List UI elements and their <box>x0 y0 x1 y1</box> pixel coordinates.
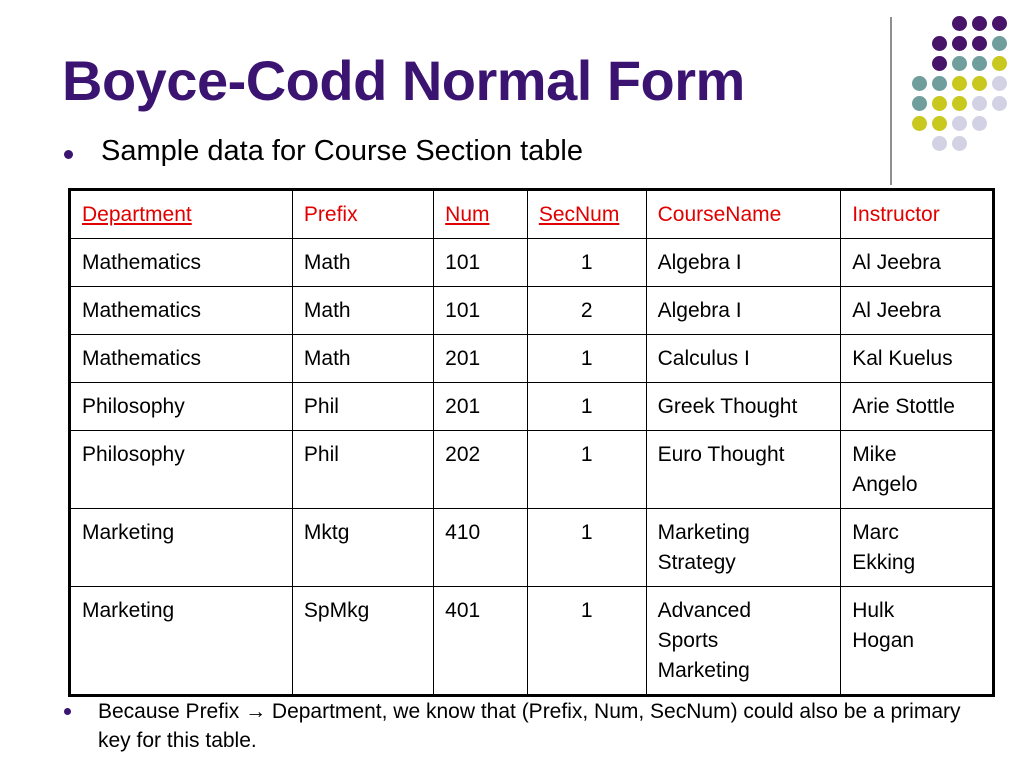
decorative-dot-icon <box>972 76 987 91</box>
decorative-dot-icon <box>972 16 987 31</box>
decorative-dot-icon <box>992 76 1007 91</box>
decorative-dot-icon <box>992 56 1007 71</box>
cell-coursename: Euro Thought <box>646 431 841 509</box>
header-instructor: Instructor <box>841 190 994 239</box>
cell-prefix: Math <box>292 335 433 383</box>
cell-instructor: Hulk Hogan <box>841 587 994 696</box>
decorative-dot-icon <box>952 76 967 91</box>
cell-instructor: Al Jeebra <box>841 239 994 287</box>
cell-coursename: Algebra I <box>646 287 841 335</box>
decorative-dot-icon <box>912 76 927 91</box>
table-row <box>70 431 994 509</box>
bullet-dot-icon <box>64 708 71 715</box>
header-coursename: CourseName <box>646 190 841 239</box>
decorative-dot-icon <box>912 96 927 111</box>
bullet-item <box>64 135 583 168</box>
cell-secnum: 1 <box>527 383 646 431</box>
cell-instructor: Marc Ekking <box>841 509 994 587</box>
decorative-dot-icon <box>952 56 967 71</box>
cell-instructor: Kal Kuelus <box>841 335 994 383</box>
decorative-dot-icon <box>972 56 987 71</box>
cell-coursename: Algebra I <box>646 239 841 287</box>
decorative-dot-icon <box>952 36 967 51</box>
decorative-dot-icon <box>952 116 967 131</box>
cell-secnum: 1 <box>527 587 646 696</box>
cell-prefix: Math <box>292 239 433 287</box>
cell-department: Mathematics <box>70 287 293 335</box>
decorative-dot-icon <box>992 16 1007 31</box>
cell-department: Philosophy <box>70 431 293 509</box>
cell-department: Marketing <box>70 587 293 696</box>
cell-prefix: Math <box>292 287 433 335</box>
cell-secnum: 2 <box>527 287 646 335</box>
cell-secnum: 1 <box>527 509 646 587</box>
table-row <box>70 509 994 587</box>
table-row <box>70 335 994 383</box>
table-row <box>70 587 994 696</box>
cell-coursename: Marketing Strategy <box>646 509 841 587</box>
cell-num: 202 <box>434 431 528 509</box>
header-num: Num <box>434 190 528 239</box>
decorative-dot-icon <box>912 116 927 131</box>
divider-line <box>890 17 892 185</box>
header-secnum: SecNum <box>527 190 646 239</box>
cell-department: Mathematics <box>70 239 293 287</box>
cell-prefix: SpMkg <box>292 587 433 696</box>
table-header-row <box>70 190 994 239</box>
decorative-dot-icon <box>952 16 967 31</box>
cell-instructor: Mike Angelo <box>841 431 994 509</box>
cell-coursename: Greek Thought <box>646 383 841 431</box>
cell-num: 101 <box>434 287 528 335</box>
cell-secnum: 1 <box>527 239 646 287</box>
table-row <box>70 383 994 431</box>
decorative-dot-icon <box>932 116 947 131</box>
cell-num: 201 <box>434 335 528 383</box>
decorative-dot-icon <box>932 76 947 91</box>
cell-prefix: Phil <box>292 431 433 509</box>
header-department: Department <box>70 190 293 239</box>
cell-coursename: Calculus I <box>646 335 841 383</box>
cell-secnum: 1 <box>527 431 646 509</box>
cell-prefix: Mktg <box>292 509 433 587</box>
course-section-table <box>68 188 995 697</box>
decorative-dot-icon <box>972 116 987 131</box>
header-prefix: Prefix <box>292 190 433 239</box>
decorative-dot-icon <box>992 96 1007 111</box>
cell-secnum: 1 <box>527 335 646 383</box>
cell-num: 410 <box>434 509 528 587</box>
cell-prefix: Phil <box>292 383 433 431</box>
table-row <box>70 287 994 335</box>
decorative-dot-icon <box>932 136 947 151</box>
slide-title: Boyce-Codd Normal Form <box>62 49 745 112</box>
cell-department: Mathematics <box>70 335 293 383</box>
decorative-dot-icon <box>932 96 947 111</box>
cell-num: 101 <box>434 239 528 287</box>
decorative-dot-icon <box>932 56 947 71</box>
bullet-dot-icon <box>64 150 73 159</box>
decorative-dot-icon <box>952 136 967 151</box>
cell-coursename: Advanced Sports Marketing <box>646 587 841 696</box>
decorative-dot-icon <box>972 96 987 111</box>
cell-instructor: Al Jeebra <box>841 287 994 335</box>
cell-department: Marketing <box>70 509 293 587</box>
cell-num: 401 <box>434 587 528 696</box>
bullet-item <box>64 697 984 755</box>
decorative-dot-icon <box>932 36 947 51</box>
cell-department: Philosophy <box>70 383 293 431</box>
cell-instructor: Arie Stottle <box>841 383 994 431</box>
cell-num: 201 <box>434 383 528 431</box>
bullet-text: Sample data for Course Section table <box>101 135 583 167</box>
decorative-dot-icon <box>972 36 987 51</box>
table-row <box>70 239 994 287</box>
decorative-dot-icon <box>992 36 1007 51</box>
decorative-dot-icon <box>952 96 967 111</box>
bullet-text: Because Prefix → Department, we know that (Prefix, Num, SecNum) could also be a primary key for this table. <box>98 700 961 752</box>
